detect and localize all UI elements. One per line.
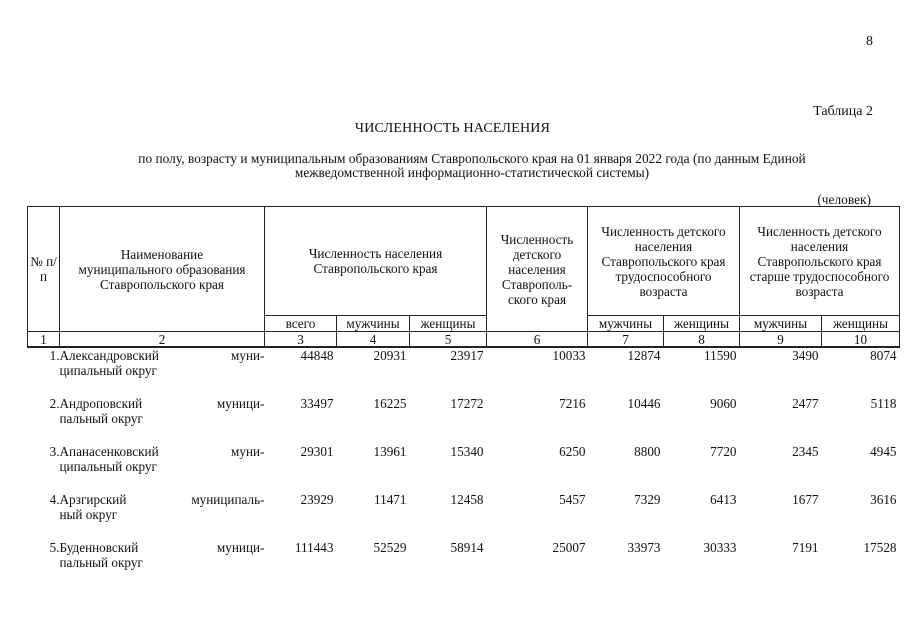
header-working-female: женщины: [664, 316, 740, 332]
header-working-male: мужчины: [588, 316, 664, 332]
cell-female: 17272: [450, 396, 484, 411]
cell-working-male: 10446: [627, 396, 661, 411]
cell-child: 10033: [552, 348, 586, 363]
row-number: 5.: [49, 540, 60, 555]
cell-older-female: 3616: [870, 492, 897, 507]
municipality-name-line-2: ципальный округ: [59, 459, 157, 474]
column-number: 3: [265, 332, 337, 348]
cell-child: 25007: [552, 540, 586, 555]
cell-female: 15340: [450, 444, 484, 459]
cell-female: 58914: [450, 540, 484, 555]
cell-male: 11471: [374, 492, 407, 507]
subtitle-line-2: межведомственной информационно-статистической системы): [294, 165, 650, 180]
cell-working-male: 7329: [634, 492, 661, 507]
cell-male: 52529: [373, 540, 407, 555]
cell-total: 111443: [294, 540, 334, 555]
cell-working-female: 30333: [703, 540, 737, 555]
document-title: ЧИСЛЕННОСТЬ НАСЕЛЕНИЯ: [354, 121, 551, 136]
cell-total: 44848: [300, 348, 334, 363]
cell-child: 5457: [559, 492, 586, 507]
column-number: 6: [487, 332, 588, 348]
table-row: [28, 396, 900, 444]
municipality-name: [60, 540, 265, 588]
municipality-name-line-1: Буденновский муници-: [59, 540, 265, 555]
cell-older-male: 2345: [792, 444, 819, 459]
cell-total: 23929: [300, 492, 334, 507]
cell-working-male: 33973: [627, 540, 661, 555]
municipality-name: [60, 396, 265, 444]
cell-male: 20931: [373, 348, 407, 363]
municipality-name-line-2: ципальный округ: [59, 363, 157, 378]
column-number: 2: [60, 332, 265, 348]
municipality-name-line-1: Апанасенковский муни-: [59, 444, 265, 459]
column-number: 8: [664, 332, 740, 348]
municipality-name-line-1: Андроповский муници-: [59, 396, 265, 411]
municipality-name-line-1: Арзгирский муниципаль-: [59, 492, 265, 507]
cell-older-female: 17528: [863, 540, 897, 555]
cell-older-male: 2477: [792, 396, 819, 411]
header-female: женщины: [410, 316, 487, 332]
municipality-name: [60, 347, 265, 396]
header-population: Численность населения Ставропольского края: [265, 207, 487, 316]
row-number: 3.: [49, 444, 60, 459]
column-number: 5: [410, 332, 487, 348]
table-row: [28, 444, 900, 492]
cell-older-female: 8074: [870, 348, 897, 363]
cell-male: 13961: [373, 444, 407, 459]
table-row: [28, 492, 900, 540]
cell-working-female: 7720: [710, 444, 737, 459]
municipality-name-line-2: ный округ: [59, 507, 118, 522]
column-number: 10: [822, 332, 900, 348]
header-older-female: женщины: [822, 316, 900, 332]
column-number: 7: [588, 332, 664, 348]
cell-working-female: 9060: [710, 396, 737, 411]
cell-working-female: 11590: [704, 348, 737, 363]
header-older-male: мужчины: [740, 316, 822, 332]
row-number: 4.: [49, 492, 60, 507]
row-number: 2.: [49, 396, 60, 411]
column-number: 1: [28, 332, 60, 348]
cell-older-female: 5118: [870, 396, 897, 411]
cell-working-female: 6413: [710, 492, 737, 507]
municipality-name-line-2: пальный округ: [59, 555, 143, 570]
cell-total: 29301: [300, 444, 334, 459]
cell-child: 7216: [559, 396, 586, 411]
cell-working-male: 8800: [634, 444, 661, 459]
cell-working-male: 12874: [627, 348, 661, 363]
cell-older-male: 1677: [792, 492, 819, 507]
cell-female: 12458: [450, 492, 484, 507]
header-total: всего: [265, 316, 337, 332]
cell-older-female: 4945: [870, 444, 897, 459]
cell-child: 6250: [559, 444, 586, 459]
table-row: [28, 347, 900, 396]
column-number: 9: [740, 332, 822, 348]
municipality-name-line-1: Александровский муни-: [59, 348, 265, 363]
header-male: мужчины: [337, 316, 410, 332]
cell-female: 23917: [450, 348, 484, 363]
header-working-age: Численность детского населения Ставропольского края трудоспособного возраста: [588, 207, 740, 316]
header-older-age: Численность детского населения Ставропольского края старше трудоспособного возраста: [740, 207, 900, 316]
cell-male: 16225: [373, 396, 407, 411]
municipality-name: [60, 492, 265, 540]
header-number: № п/п: [28, 207, 60, 332]
row-number: 1.: [49, 348, 60, 363]
page-number: 8: [866, 34, 873, 49]
population-table: [27, 206, 900, 588]
municipality-name-line-2: пальный округ: [59, 411, 143, 426]
units-label: (человек): [817, 192, 871, 207]
table-row: [28, 540, 900, 588]
document-subtitle: [62, 152, 882, 180]
table-label: Таблица 2: [813, 104, 873, 119]
subtitle-line-1: по полу, возрасту и муниципальным образованиям Ставропольского края на 01 января 2022 года (по данным Единой: [138, 151, 806, 166]
cell-older-male: 3490: [792, 348, 819, 363]
header-child-population: Численность детского населения Ставрополь-ского края: [487, 207, 588, 332]
header-name: Наименование муниципального образования Ставропольского края: [60, 207, 265, 332]
column-number: 4: [337, 332, 410, 348]
cell-older-male: 7191: [792, 540, 819, 555]
municipality-name: [60, 444, 265, 492]
cell-total: 33497: [300, 396, 334, 411]
